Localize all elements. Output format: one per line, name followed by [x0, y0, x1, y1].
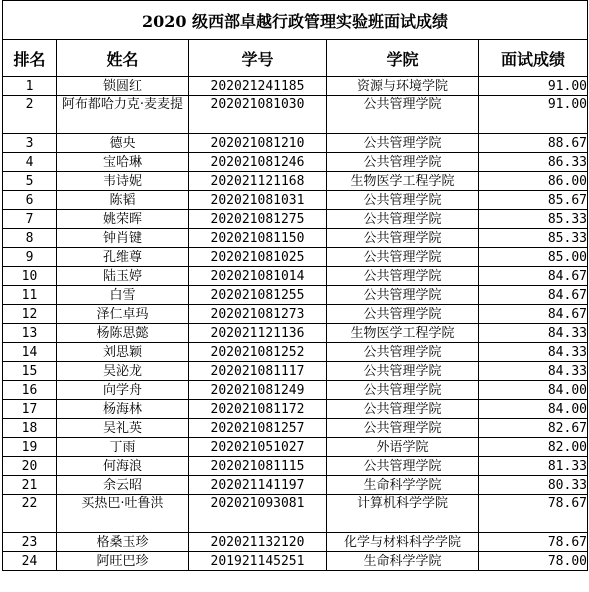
score-cell: 84.00 [479, 400, 588, 419]
college-cell: 公共管理学院 [327, 419, 479, 438]
name-cell: 杨海林 [57, 400, 189, 419]
college-cell: 公共管理学院 [327, 286, 479, 305]
name-cell: 陈韬 [57, 191, 189, 210]
rank-cell: 13 [3, 324, 57, 343]
table-row [3, 210, 588, 229]
score-cell: 80.33 [479, 476, 588, 495]
college-cell: 公共管理学院 [327, 153, 479, 172]
name-cell: 姚荣晖 [57, 210, 189, 229]
name-cell: 余云昭 [57, 476, 189, 495]
college-cell: 生物医学工程学院 [327, 324, 479, 343]
student-id-cell: 202021121168 [189, 172, 327, 191]
score-cell: 84.33 [479, 343, 588, 362]
name-cell: 孔维尊 [57, 248, 189, 267]
name-cell: 陆玉婷 [57, 267, 189, 286]
table-row [3, 400, 588, 419]
name-cell: 泽仁卓玛 [57, 305, 189, 324]
student-id-cell: 202021081031 [189, 191, 327, 210]
table-row [3, 476, 588, 495]
name-cell: 阿布都哈力克·麦麦提 [57, 96, 189, 134]
student-id-cell: 202021081249 [189, 381, 327, 400]
college-cell: 生物医学工程学院 [327, 172, 479, 191]
title-row [3, 1, 588, 40]
college-cell: 生命科学学院 [327, 552, 479, 571]
score-cell: 85.00 [479, 248, 588, 267]
header-row [3, 40, 588, 77]
name-cell: 杨陈思懿 [57, 324, 189, 343]
score-cell: 85.67 [479, 191, 588, 210]
rank-cell: 22 [3, 495, 57, 533]
name-cell: 吴礼英 [57, 419, 189, 438]
college-cell: 公共管理学院 [327, 267, 479, 286]
student-id-cell: 202021081255 [189, 286, 327, 305]
student-id-cell: 202021081275 [189, 210, 327, 229]
name-cell: 格桑玉珍 [57, 533, 189, 552]
rank-cell: 5 [3, 172, 57, 191]
rank-cell: 17 [3, 400, 57, 419]
rank-cell: 14 [3, 343, 57, 362]
rank-cell: 23 [3, 533, 57, 552]
rank-cell: 11 [3, 286, 57, 305]
score-cell: 84.33 [479, 324, 588, 343]
rank-cell: 18 [3, 419, 57, 438]
student-id-cell: 202021081014 [189, 267, 327, 286]
student-id-cell: 202021081150 [189, 229, 327, 248]
table-row [3, 153, 588, 172]
student-id-cell: 202021081025 [189, 248, 327, 267]
name-cell: 德央 [57, 134, 189, 153]
table-row [3, 286, 588, 305]
name-cell: 锁圆红 [57, 77, 189, 96]
results-table [2, 0, 588, 571]
score-cell: 88.67 [479, 134, 588, 153]
student-id-cell: 201921145251 [189, 552, 327, 571]
college-cell: 化学与材料科学学院 [327, 533, 479, 552]
rank-cell: 7 [3, 210, 57, 229]
college-cell: 公共管理学院 [327, 191, 479, 210]
student-id-cell: 202021081246 [189, 153, 327, 172]
student-id-cell: 202021081030 [189, 96, 327, 134]
rank-cell: 2 [3, 96, 57, 134]
rank-cell: 21 [3, 476, 57, 495]
header-name: 姓名 [57, 40, 189, 77]
table-row [3, 419, 588, 438]
table-row [3, 495, 588, 533]
college-cell: 公共管理学院 [327, 305, 479, 324]
college-cell: 公共管理学院 [327, 400, 479, 419]
table-row [3, 96, 588, 134]
name-cell: 向学舟 [57, 381, 189, 400]
student-id-cell: 202021093081 [189, 495, 327, 533]
college-cell: 公共管理学院 [327, 362, 479, 381]
rank-cell: 16 [3, 381, 57, 400]
table-row [3, 381, 588, 400]
header-score: 面试成绩 [479, 40, 588, 77]
rank-cell: 10 [3, 267, 57, 286]
student-id-cell: 202021081210 [189, 134, 327, 153]
rank-cell: 8 [3, 229, 57, 248]
header-rank: 排名 [3, 40, 57, 77]
college-cell: 公共管理学院 [327, 457, 479, 476]
college-cell: 外语学院 [327, 438, 479, 457]
name-cell: 韦诗妮 [57, 172, 189, 191]
rank-cell: 1 [3, 77, 57, 96]
table-row [3, 248, 588, 267]
college-cell: 计算机科学学院 [327, 495, 479, 533]
table-title: 2020 级西部卓越行政管理实验班面试成绩 [3, 1, 588, 40]
student-id-cell: 202021081117 [189, 362, 327, 381]
college-cell: 资源与环境学院 [327, 77, 479, 96]
student-id-cell: 202021132120 [189, 533, 327, 552]
score-cell: 86.00 [479, 172, 588, 191]
table-row [3, 457, 588, 476]
score-cell: 78.00 [479, 552, 588, 571]
name-cell: 宝哈琳 [57, 153, 189, 172]
name-cell: 钟肖键 [57, 229, 189, 248]
college-cell: 公共管理学院 [327, 210, 479, 229]
table-row [3, 438, 588, 457]
header-college: 学院 [327, 40, 479, 77]
college-cell: 公共管理学院 [327, 134, 479, 153]
score-cell: 82.00 [479, 438, 588, 457]
table-row [3, 267, 588, 286]
score-cell: 84.33 [479, 362, 588, 381]
rank-cell: 19 [3, 438, 57, 457]
name-cell: 何海浪 [57, 457, 189, 476]
score-cell: 82.67 [479, 419, 588, 438]
table-row [3, 229, 588, 248]
table-row [3, 134, 588, 153]
student-id-cell: 202021081273 [189, 305, 327, 324]
college-cell: 公共管理学院 [327, 229, 479, 248]
rank-cell: 4 [3, 153, 57, 172]
score-cell: 91.00 [479, 96, 588, 134]
student-id-cell: 202021051027 [189, 438, 327, 457]
rank-cell: 15 [3, 362, 57, 381]
table-row [3, 324, 588, 343]
score-cell: 78.67 [479, 533, 588, 552]
student-id-cell: 202021141197 [189, 476, 327, 495]
rank-cell: 12 [3, 305, 57, 324]
score-cell: 84.67 [479, 286, 588, 305]
name-cell: 阿旺巴珍 [57, 552, 189, 571]
score-cell: 84.67 [479, 305, 588, 324]
rank-cell: 6 [3, 191, 57, 210]
table-row [3, 552, 588, 571]
table-row [3, 77, 588, 96]
score-cell: 84.00 [479, 381, 588, 400]
student-id-cell: 202021081172 [189, 400, 327, 419]
rank-cell: 20 [3, 457, 57, 476]
table-row [3, 191, 588, 210]
table-row [3, 343, 588, 362]
score-cell: 78.67 [479, 495, 588, 533]
student-id-cell: 202021081252 [189, 343, 327, 362]
name-cell: 买热巴·吐鲁洪 [57, 495, 189, 533]
name-cell: 白雪 [57, 286, 189, 305]
score-cell: 84.67 [479, 267, 588, 286]
rank-cell: 9 [3, 248, 57, 267]
score-cell: 85.33 [479, 229, 588, 248]
college-cell: 公共管理学院 [327, 248, 479, 267]
header-student-id: 学号 [189, 40, 327, 77]
score-cell: 85.33 [479, 210, 588, 229]
score-cell: 91.00 [479, 77, 588, 96]
table-row [3, 172, 588, 191]
name-cell: 丁雨 [57, 438, 189, 457]
table-row [3, 362, 588, 381]
table-row [3, 533, 588, 552]
college-cell: 生命科学学院 [327, 476, 479, 495]
rank-cell: 24 [3, 552, 57, 571]
name-cell: 刘思颖 [57, 343, 189, 362]
name-cell: 吴泌龙 [57, 362, 189, 381]
table-row [3, 305, 588, 324]
student-id-cell: 202021121136 [189, 324, 327, 343]
college-cell: 公共管理学院 [327, 381, 479, 400]
score-cell: 81.33 [479, 457, 588, 476]
student-id-cell: 202021081115 [189, 457, 327, 476]
college-cell: 公共管理学院 [327, 96, 479, 134]
score-cell: 86.33 [479, 153, 588, 172]
student-id-cell: 202021081257 [189, 419, 327, 438]
rank-cell: 3 [3, 134, 57, 153]
college-cell: 公共管理学院 [327, 343, 479, 362]
student-id-cell: 202021241185 [189, 77, 327, 96]
